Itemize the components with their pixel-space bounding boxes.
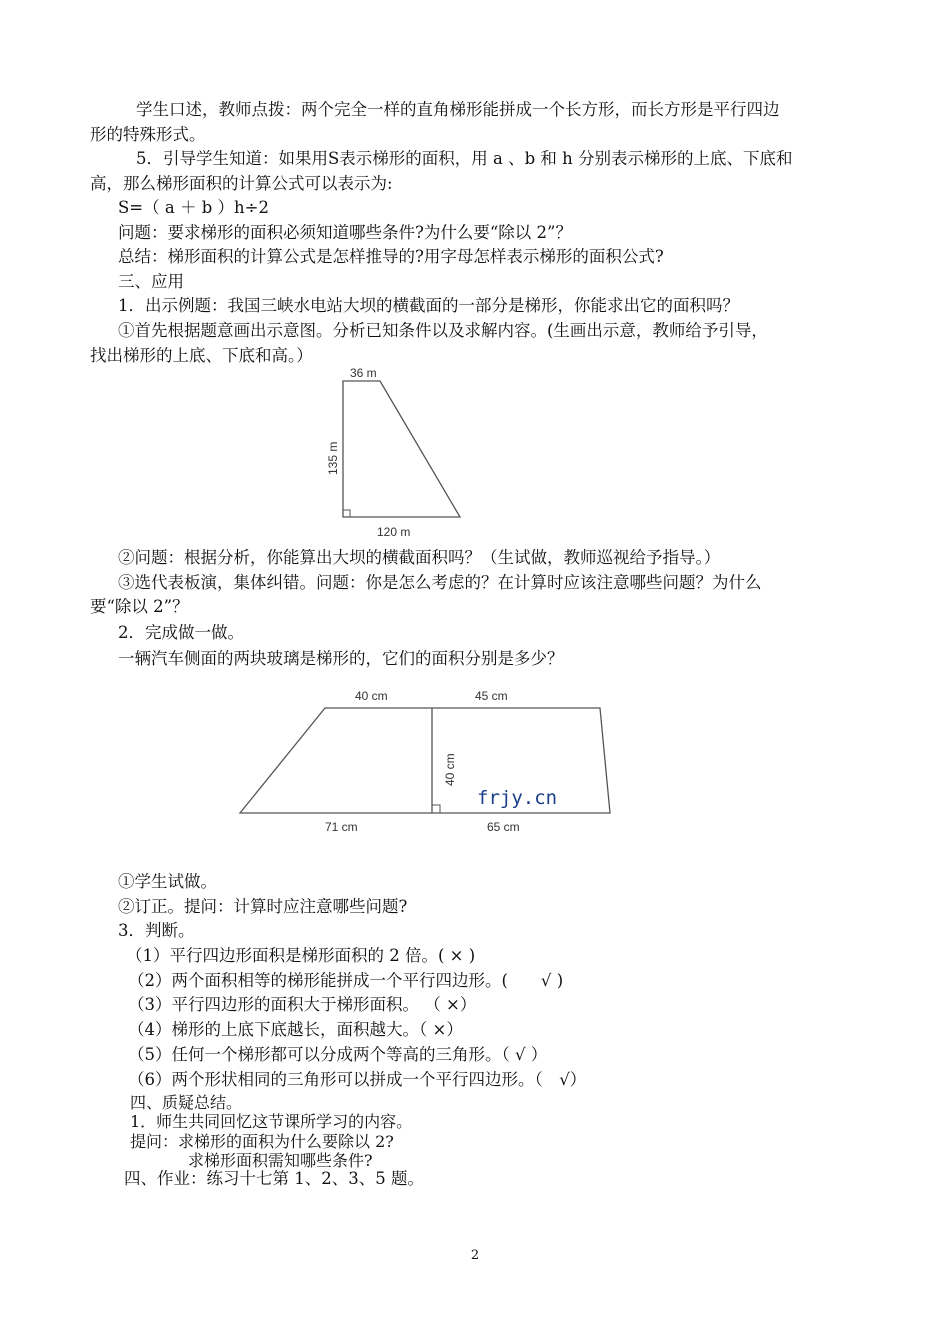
- text-line-12: ②问题：根据分析，你能算出大坝的横截面积吗？（生试做，教师巡视给予指导。）: [118, 548, 721, 567]
- judge-item-3: （3）平行四边形的面积大于梯形面积。 （ ×）: [128, 995, 477, 1014]
- dam-trapezoid-figure: [315, 363, 475, 543]
- section-heading-judge: 3．判断。: [118, 921, 195, 940]
- text-line-3: 5．引导学生知道：如果用S表示梯形的面积，用 a 、b 和 h 分别表示梯形的上底、下底和: [136, 149, 793, 168]
- window-bottom-right-label: 65 cm: [487, 820, 520, 834]
- dam-height-label: 135 m: [326, 441, 340, 475]
- page-number: 2: [470, 1248, 480, 1263]
- text-line-10: ①首先根据题意画出示意图。分析已知条件以及求解内容。(生画出示意，教师给予引导，: [118, 321, 768, 340]
- window-top-right-label: 45 cm: [475, 689, 508, 703]
- judge-item-5: （5）任何一个梯形都可以分成两个等高的三角形。（ √ ）: [128, 1045, 548, 1064]
- text-line-4: 高，那么梯形面积的计算公式可以表示为:: [90, 174, 393, 193]
- text-line-7: 总结：梯形面积的计算公式是怎样推导的?用字母怎样表示梯形的面积公式?: [118, 247, 664, 266]
- text-line-6: 问题：要求梯形的面积必须知道哪些条件?为什么要“除以 2”？: [118, 223, 572, 242]
- text-line-18: ②订正。提问：计算时应注意哪些问题?: [118, 897, 408, 916]
- right-angle-mark-2: [432, 805, 440, 813]
- text-line-16: 一辆汽车侧面的两块玻璃是梯形的，它们的面积分别是多少？: [118, 649, 564, 668]
- dam-top-label: 36 m: [350, 366, 377, 380]
- text-line-28: 提问：求梯形的面积为什么要除以 2?: [130, 1132, 394, 1151]
- dam-bottom-label: 120 m: [377, 525, 411, 539]
- text-line-9: 1．出示例题：我国三峡水电站大坝的横截面的一部分是梯形，你能求出它的面积吗？: [118, 296, 739, 315]
- window-height-label: 40 cm: [443, 753, 457, 786]
- section-heading-apply: 三、应用: [118, 272, 184, 291]
- window-top-left-label: 40 cm: [355, 689, 388, 703]
- text-line-11: 找出梯形的上底、下底和高。）: [90, 346, 313, 365]
- judge-item-2: （2）两个面积相等的梯形能拼成一个平行四边形。( √ ): [128, 971, 564, 990]
- homework-line: 四、作业：练习十七第 1、2、3、5 题。: [124, 1169, 424, 1188]
- right-angle-mark: [343, 510, 350, 517]
- window-bottom-left-label: 71 cm: [325, 820, 358, 834]
- text-line-1: 学生口述，教师点拨：两个完全一样的直角梯形能拼成一个长方形，而长方形是平行四边: [136, 100, 780, 119]
- judge-item-6: （6）两个形状相同的三角形可以拼成一个平行四边形。（ √）: [128, 1070, 587, 1089]
- watermark-text: frjy.cn: [477, 787, 558, 809]
- formula-line: S=（ a ＋ b ）h÷2: [118, 198, 269, 217]
- text-line-2: 形的特殊形式。: [90, 125, 206, 144]
- judge-item-1: （1）平行四边形面积是梯形面积的 2 倍。( × ): [126, 946, 476, 965]
- section-heading-summary: 四、质疑总结。: [130, 1093, 243, 1112]
- judge-item-4: （4）梯形的上底下底越长，面积越大。（ ×）: [128, 1020, 463, 1039]
- text-line-13: ③选代表板演，集体纠错。问题：你是怎么考虑的？在计算时应该注意哪些问题？为什么: [118, 573, 762, 592]
- text-line-17: ①学生试做。: [118, 872, 217, 891]
- text-line-15: 2．完成做一做。: [118, 623, 244, 642]
- text-line-14: 要“除以 2”？: [90, 597, 189, 616]
- car-window-figure: [230, 680, 625, 840]
- text-line-27: 1．师生共同回忆这节课所学习的内容。: [130, 1112, 413, 1131]
- dam-trapezoid-shape: [343, 381, 460, 517]
- text-line-29: 求梯形面积需知哪些条件?: [188, 1151, 373, 1170]
